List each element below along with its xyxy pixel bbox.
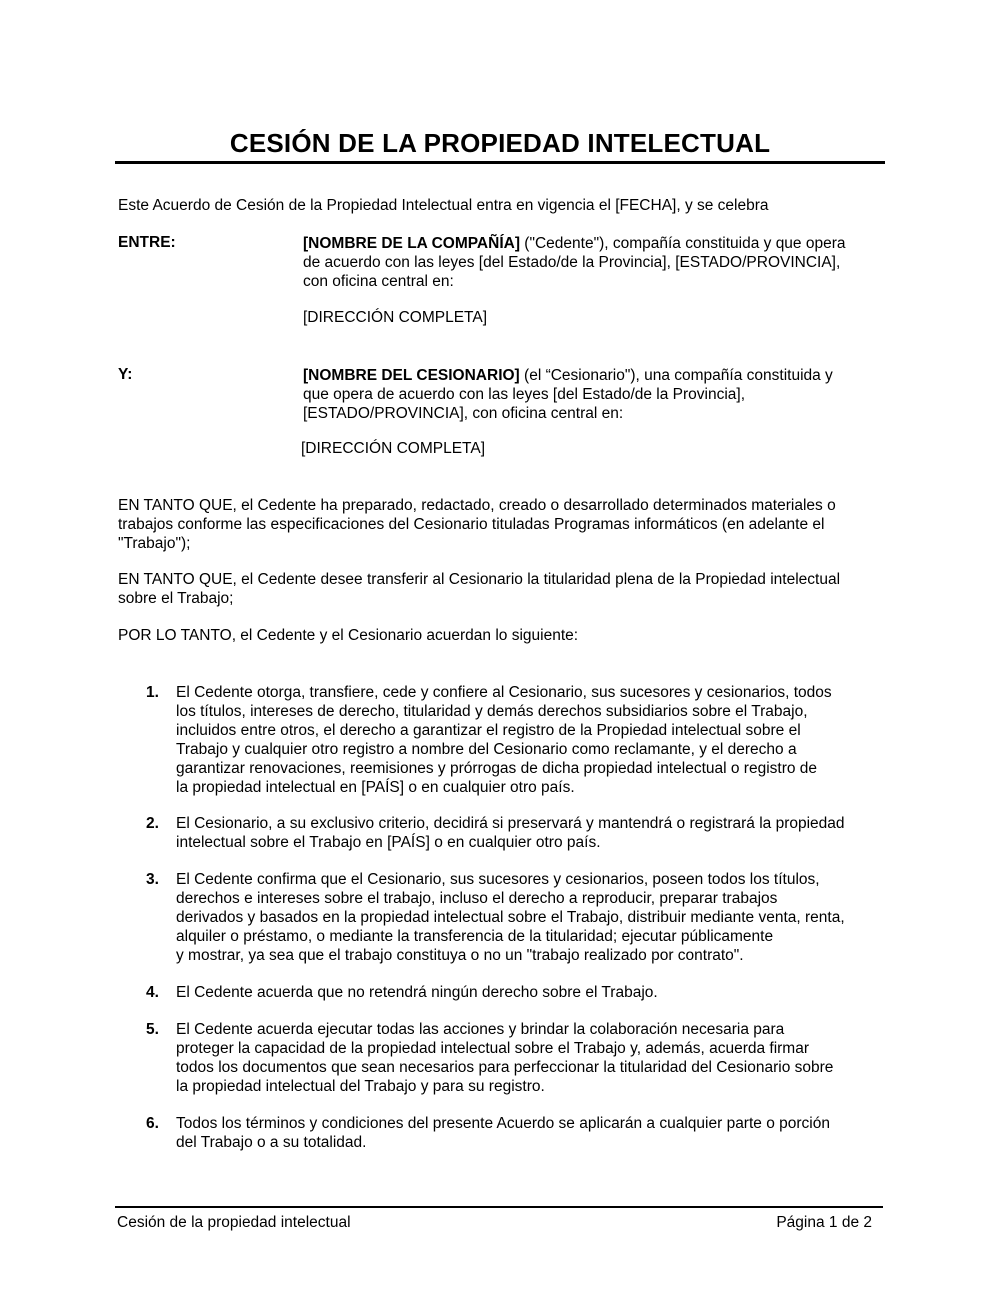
recital-line: "Trabajo"); (118, 535, 191, 552)
clause-text (176, 1114, 886, 1152)
clause-line: El Cesionario, a su exclusivo criterio, decidirá si preservará y mantendrá o registrará la propiedad (176, 815, 845, 832)
clause-number: 2. (146, 815, 159, 832)
clause-line: El Cedente acuerda ejecutar todas las acciones y brindar la colaboración necesaria para (176, 1021, 785, 1038)
clause-text (176, 814, 886, 852)
recital-paragraph (118, 496, 888, 553)
clause-line: incluidos entre otros, el derecho a garantizar el registro de la Propiedad intelectual sobre el (176, 722, 801, 739)
footer-document-name: Cesión de la propiedad intelectual (117, 1214, 351, 1231)
recital-line: sobre el Trabajo; (118, 590, 234, 607)
party-address: [DIRECCIÓN COMPLETA] (303, 309, 488, 326)
clause-line: intelectual sobre el Trabajo en [PAÍS] o en cualquier otro país. (176, 834, 601, 851)
party-cesionario (303, 366, 888, 423)
clause-line: derivados y basados en la propiedad intelectual sobre el Trabajo, distribuir mediante venta, renta, (176, 909, 845, 926)
party-text-line: (el “Cesionario"), una compañía constituida y (519, 367, 833, 384)
party-text-line: de acuerdo con las leyes [del Estado/de la Provincia], [ESTADO/PROVINCIA], (303, 254, 841, 271)
clause-line: derechos e intereses sobre el trabajo, incluso el derecho a reproducir, preparar trabajos (176, 890, 778, 907)
party-text-line: [ESTADO/PROVINCIA], con oficina central en: (303, 405, 624, 422)
footer-rule (115, 1206, 883, 1208)
clause-text (176, 1020, 886, 1096)
recital-paragraph (118, 626, 888, 645)
clause-line: la propiedad intelectual del Trabajo y para su registro. (176, 1078, 545, 1095)
party-text-line: ("Cedente"), compañía constituida y que opera (520, 235, 846, 252)
clause-line: El Cedente confirma que el Cesionario, sus sucesores y cesionarios, poseen todos los títulos, (176, 871, 820, 888)
recital-line: POR LO TANTO, el Cedente y el Cesionario acuerdan lo siguiente: (118, 627, 579, 644)
clause-number: 6. (146, 1115, 159, 1132)
party-label-y: Y: (118, 366, 133, 383)
recital-paragraph (118, 570, 888, 608)
clause-line: alquiler o préstamo, o mediante la transferencia de la titularidad; ejecutar públicamente (176, 928, 774, 945)
clause-number: 5. (146, 1021, 159, 1038)
clause-text (176, 683, 886, 797)
clause-text (176, 983, 886, 1002)
clause-line: del Trabajo o a su totalidad. (176, 1134, 367, 1151)
clause-line: los títulos, intereses de derecho, titularidad y demás derechos subsidiarios sobre el Trabajo, (176, 703, 808, 720)
clause-number: 4. (146, 984, 159, 1001)
clause-line: El Cedente acuerda que no retendrá ningún derecho sobre el Trabajo. (176, 984, 658, 1001)
clause-line: Todos los términos y condiciones del presente Acuerdo se aplicarán a cualquier parte o porción (176, 1115, 830, 1132)
clause-number: 1. (146, 684, 159, 701)
party-cedente (303, 234, 888, 291)
party-name: [NOMBRE DEL CESIONARIO] (303, 367, 520, 384)
party-text-line: que opera de acuerdo con las leyes [del Estado/de la Provincia], (303, 386, 746, 403)
clause-line: la propiedad intelectual en [PAÍS] o en cualquier otro país. (176, 779, 575, 796)
intro-paragraph: Este Acuerdo de Cesión de la Propiedad Intelectual entra en vigencia el [FECHA], y se celebra (118, 197, 769, 214)
party-address: [DIRECCIÓN COMPLETA] (301, 440, 486, 457)
party-name: [NOMBRE DE LA COMPAÑÍA] (303, 235, 520, 252)
clause-line: y mostrar, ya sea que el trabajo constituya o no un "trabajo realizado por contrato". (176, 947, 744, 964)
recital-line: EN TANTO QUE, el Cedente desee transferir al Cesionario la titularidad plena de la Propiedad intelectual (118, 571, 841, 588)
recital-line: trabajos conforme las especificaciones del Cesionario tituladas Programas informáticos (en adelante el (118, 516, 825, 533)
recital-line: EN TANTO QUE, el Cedente ha preparado, redactado, creado o desarrollado determinados materiales o (118, 497, 836, 514)
party-text-line: con oficina central en: (303, 273, 454, 290)
clause-line: Trabajo y cualquier otro registro a nombre del Cesionario como reclamante, y el derecho a (176, 741, 797, 758)
footer-page-number: Página 1 de 2 (776, 1214, 872, 1231)
clause-line: garantizar renovaciones, reemisiones y prórrogas de dicha propiedad intelectual o registro de (176, 760, 818, 777)
clause-line: proteger la capacidad de la propiedad intelectual sobre el Trabajo y, además, acuerda firmar (176, 1040, 810, 1057)
title-underline-rule (115, 161, 885, 164)
document-title: CESIÓN DE LA PROPIEDAD INTELECTUAL (229, 128, 771, 158)
clause-text (176, 870, 886, 965)
clause-line: El Cedente otorga, transfiere, cede y confiere al Cesionario, sus sucesores y cesionarios, todos (176, 684, 832, 701)
clause-line: todos los documentos que sean necesarios para perfeccionar la titularidad del Cesionario sobre (176, 1059, 834, 1076)
clause-number: 3. (146, 871, 159, 888)
party-label-entre: ENTRE: (118, 234, 176, 251)
